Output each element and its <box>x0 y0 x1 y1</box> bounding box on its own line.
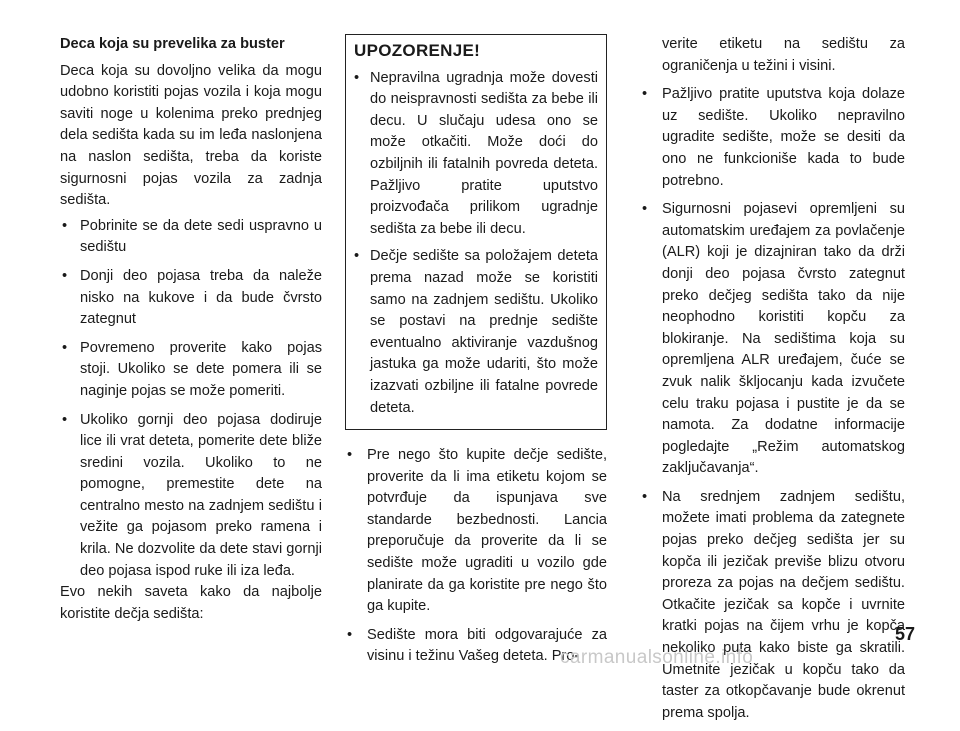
bullet-icon: • <box>347 626 353 643</box>
bullet-icon: • <box>62 217 68 234</box>
bullet-icon: • <box>62 339 68 356</box>
section-heading: Deca koja su prevelika za buster <box>60 36 285 52</box>
list-item: • Sigurnosni pojasevi opremljeni su automatskim uređajem za povlačenje (ALR) koji je dizajniran tako da drži donji deo pojasa čvrsto zategnut preko dečjeg sedišta tako da nije neophodno koristiti kopču za blokiranje. Na sedištima koja su opremljena ALR uređajem, čuće se zvuk nalik škljocanju kada izvučete celu traku pojasa i pustite je da se namota. Za dodatne informacije pogledajte „Režim automatskog zaključavanja“. <box>642 201 905 477</box>
list-item: • Nepravilna ugradnja može dovesti do neispravnosti sedišta za bebe ili decu. U slučaju udesa ono se može otkačiti. Može doći do ozbiljnih ili fatalnih povreda deteta. Pažljivo pratite uputstvo proizvođača prilikom ugradnje sedišta za bebe ili decu. <box>354 69 598 237</box>
column-middle <box>345 34 607 675</box>
warning-list <box>354 68 598 420</box>
bullet-icon: • <box>642 488 648 505</box>
bullet-icon: • <box>62 411 68 428</box>
seat-tips-list <box>345 445 607 668</box>
warning-box <box>345 34 607 430</box>
list-item: • Pobrinite se da dete sedi uspravno u sedištu <box>62 217 322 256</box>
bullet-icon: • <box>347 447 353 464</box>
outro-paragraph: Evo nekih saveta kako da najbolje koristite dečja sedišta: <box>60 584 322 622</box>
bullet-icon: • <box>354 248 360 265</box>
list-item: • Dečje sedište sa položajem deteta prema nazad može se koristiti samo na zadnjem sedištu. Ukoliko se postavi na prednje sedište eventualno aktiviranje vazdušnog jastuka ga može udariti, što može izazvati ozbiljne ili fatalne povrede deteta. <box>354 248 598 416</box>
list-item: • Pažljivo pratite uputstva koja dolaze uz sedište. Ukoliko nepravilno ugradite sedište, može se desiti da ono ne funkcioniše kada to bude potrebno. <box>642 86 905 189</box>
continued-text: verite etiketu na sedištu za ograničenja u težini i visini. <box>662 36 905 74</box>
list-item: • Povremeno proverite kako pojas stoji. Ukoliko se dete pomera ili se naginje pojas se može pomeriti. <box>62 339 322 399</box>
column-left <box>60 34 322 625</box>
warning-title: UPOZORENJE! <box>354 41 481 60</box>
list-item: • Sedište mora biti odgovarajuće za visinu i težinu Vašeg deteta. Pro- <box>347 626 607 665</box>
bullet-icon: • <box>354 69 360 86</box>
watermark: carmanualsonline.info <box>560 647 754 668</box>
bullet-icon: • <box>62 267 68 284</box>
column-right <box>640 34 905 731</box>
intro-paragraph: Deca koja su dovoljno velika da mogu udobno koristiti pojas vozila i koja mogu saviti noge u kolenima preko prednjeg dela sedišta kada su im leđa naslonjena na naslon sedišta, treba da koriste sigurnosni pojas vozila za zadnja sedišta. <box>60 62 322 209</box>
tips-list <box>60 216 322 583</box>
bullet-icon: • <box>642 86 648 103</box>
list-item: • Donji deo pojasa treba da naleže nisko na kukove i da bude čvrsto zategnut <box>62 267 322 328</box>
bullet-icon: • <box>642 201 648 218</box>
list-item: • Ukoliko gornji deo pojasa dodiruje lice ili vrat deteta, pomerite dete bliže sredini vozila. Ukoliko to ne pomogne, premestite dete na centralno mesto na zadnjem sedištu i vežite ga pojasom preko ramena i krila. Ne dozvolite da dete stavi gornji deo pojasa ispod ruke ili iza leđa. <box>62 411 322 579</box>
list-item: • Pre nego što kupite dečje sedište, proverite da li ima etiketu kojom se potvrđuje da ispunjava sve standarde bezbednosti. Lancia preporučuje da proverite da li se sedište može ugraditi u vozilo gde planirate da ga koristite pre nego što ga kupite. <box>347 447 607 615</box>
seat-tips-list-continued <box>640 84 905 724</box>
page-number: 57 <box>895 624 916 644</box>
list-item: • Na srednjem zadnjem sedištu, možete imati problema da zategnete pojas preko dečjeg sedišta jer su kopča ili jezičak previše blizu otvoru proreza za pojas na dečjem sedištu. Otkačite jezičak sa kopče i uvrnite kratki pojas na čijem vrhu je kopča nekoliko puta kako biste ga skratili. Umetnite jezičak u kopču tako da taster za otkopčavanje bude okrenut prema spolja. <box>642 488 905 721</box>
